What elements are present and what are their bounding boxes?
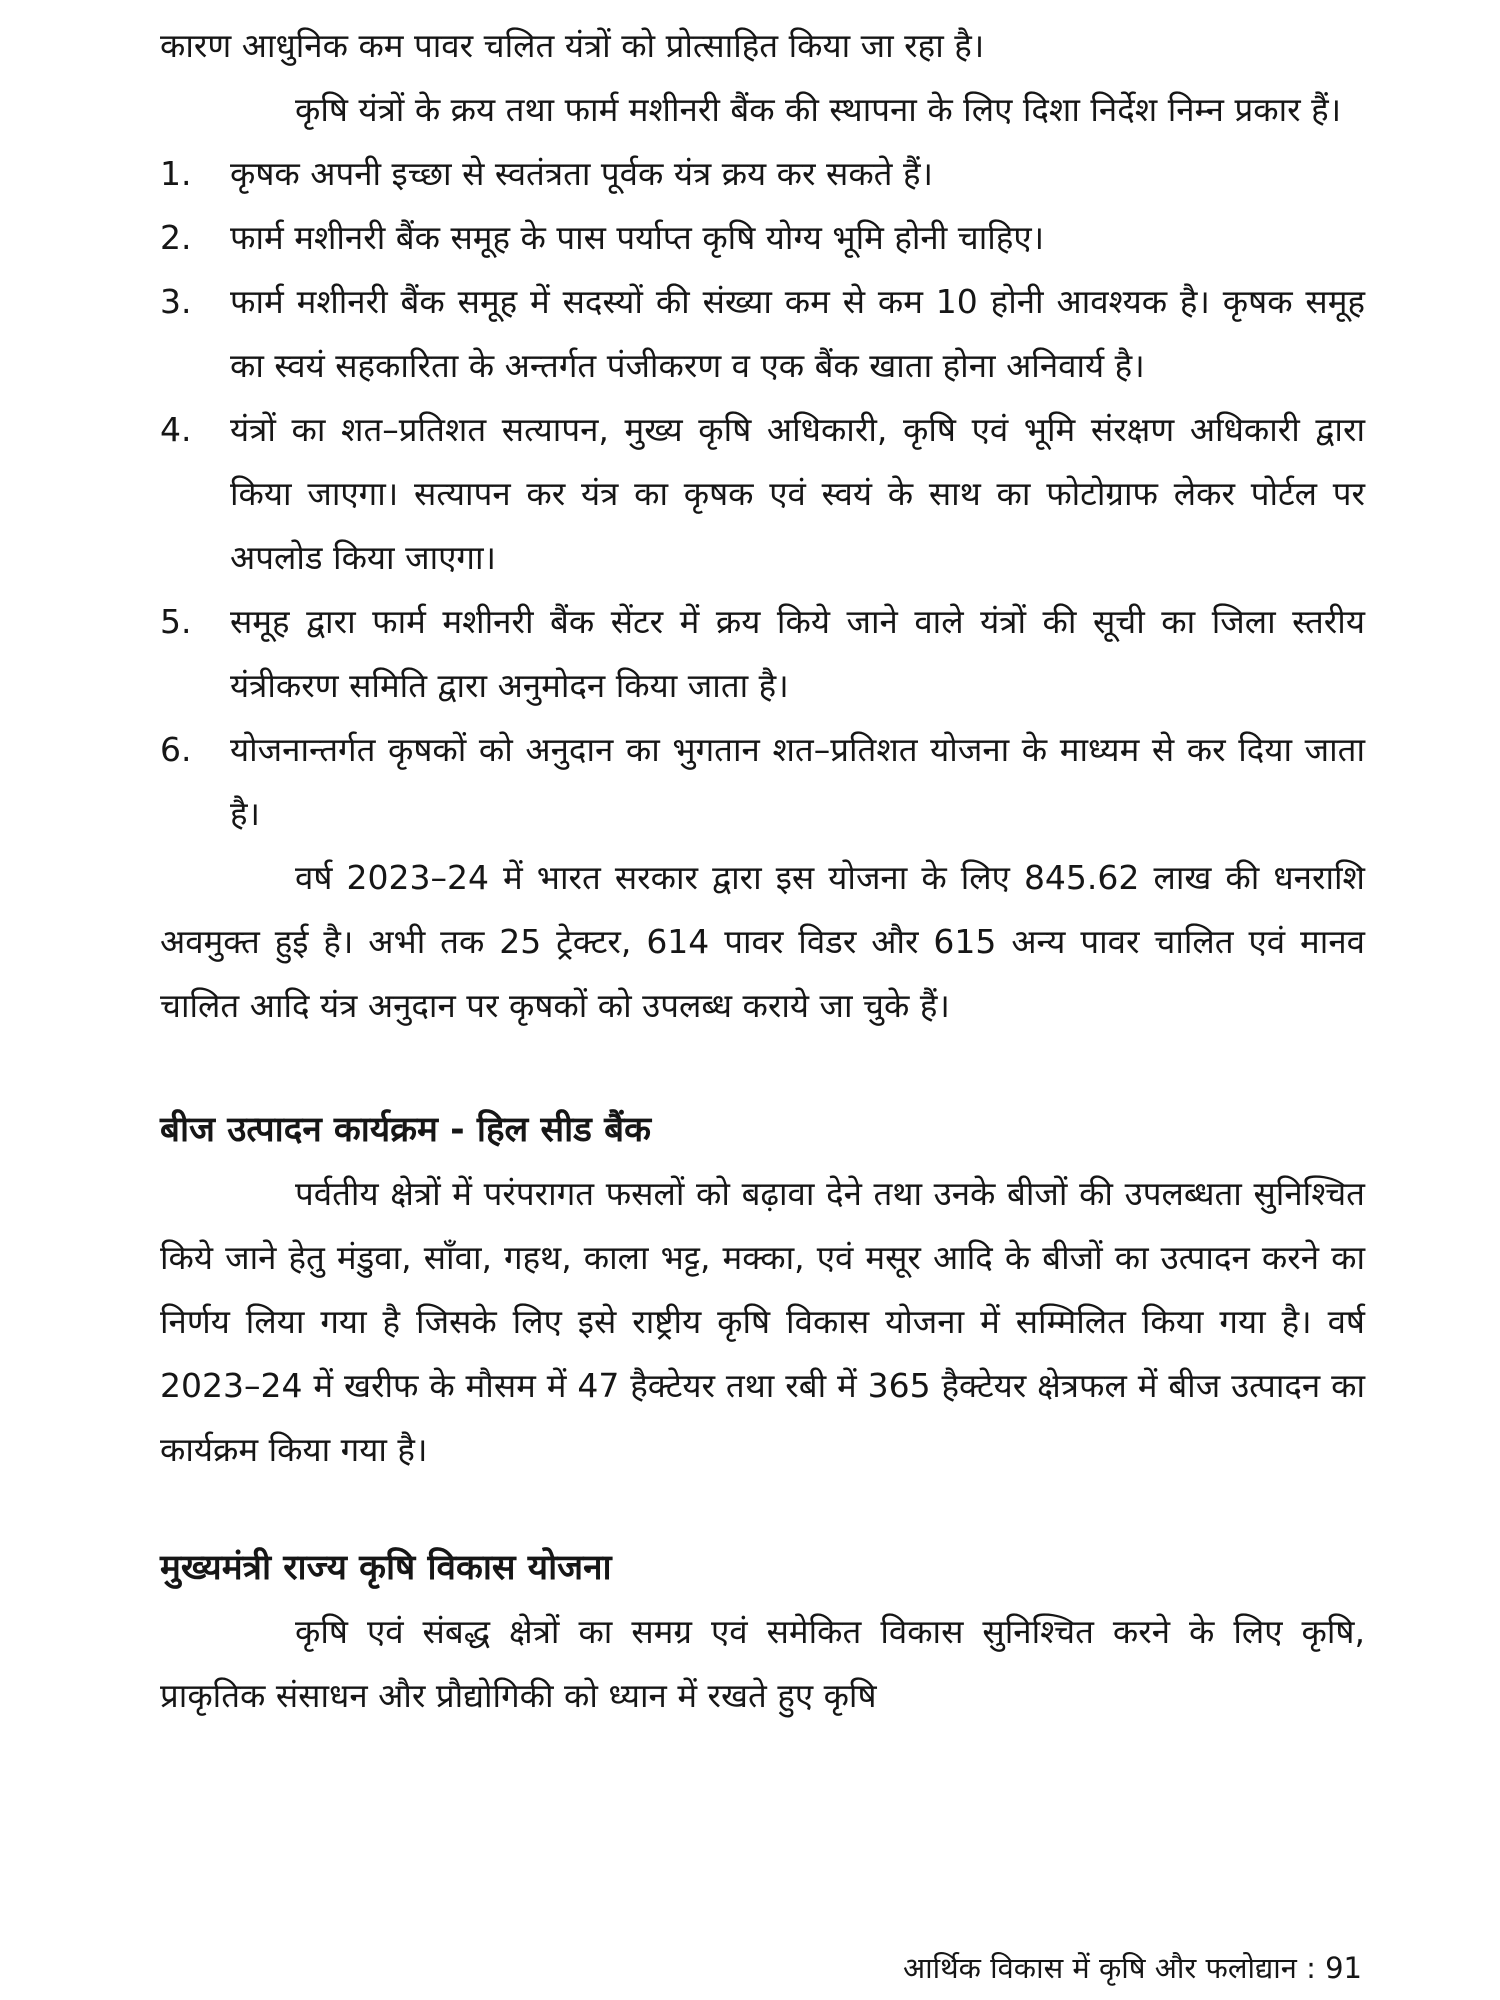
list-item [160, 718, 1365, 846]
list-item-text: फार्म मशीनरी बैंक समूह में सदस्यों की संख्या कम से कम 10 होनी आवश्यक है। कृषक समूह का स्वयं सहकारिता के अन्तर्गत पंजीकरण व एक बैंक खाता होना अनिवार्य है। [230, 282, 1365, 385]
paragraph-top: कारण आधुनिक कम पावर चलित यंत्रों को प्रोत्साहित किया जा रहा है। [160, 26, 985, 65]
list-item-text: योजनान्तर्गत कृषकों को अनुदान का भुगतान शत–प्रतिशत योजना के माध्यम से कर दिया जाता है। [230, 730, 1365, 833]
list-item-text: समूह द्वारा फार्म मशीनरी बैंक सेंटर में क्रय किये जाने वाले यंत्रों की सूची का जिला स्तरीय यंत्रीकरण समिति द्वारा अनुमोदन किया जाता है। [230, 602, 1365, 705]
list-item-text: कृषक अपनी इच्छा से स्वतंत्रता पूर्वक यंत्र क्रय कर सकते हैं। [230, 154, 933, 193]
paragraph-seed-bank: पर्वतीय क्षेत्रों में परंपरागत फसलों को बढ़ावा देने तथा उनके बीजों की उपलब्धता सुनिश्चित किये जाने हेतु मंडुवा, साँवा, गहथ, काला भट्ट, मक्का, एवं मसूर आदि के बीजों का उत्पादन करने का निर्णय लिया गया है जिसके लिए इसे राष्ट्रीय कृषि विकास योजना में सम्मिलित किया गया है। वर्ष 2023–24 में खरीफ के मौसम में 47 हैक्टेयर तथा रबी में 365 हैक्टेयर क्षेत्रफल में बीज उत्पादन का कार्यक्रम किया गया है। [160, 1174, 1365, 1469]
paragraph-funds: वर्ष 2023–24 में भारत सरकार द्वारा इस योजना के लिए 845.62 लाख की धनराशि अवमुक्त हुई है। अभी तक 25 ट्रेक्टर, 614 पावर विडर और 615 अन्य पावर चालित एवं मानव चालित आदि यंत्र अनुदान पर कृषकों को उपलब्ध कराये जा चुके हैं। [160, 858, 1365, 1025]
list-item-text: यंत्रों का शत–प्रतिशत सत्यापन, मुख्य कृषि अधिकारी, कृषि एवं भूमि संरक्षण अधिकारी द्वारा किया जाएगा। सत्यापन कर यंत्र का कृषक एवं स्वयं के साथ का फोटोग्राफ लेकर पोर्टल पर अपलोड किया जाएगा। [230, 410, 1365, 577]
paragraph-cm-scheme: कृषि एवं संबद्ध क्षेत्रों का समग्र एवं समेकित विकास सुनिश्चित करने के लिए कृषि, प्राकृतिक संसाधन और प्रौद्योगिकी को ध्यान में रखते हुए कृषि [160, 1612, 1365, 1715]
guidelines-list [160, 142, 1365, 846]
list-item-number: 6. [160, 730, 192, 769]
list-item-number: 3. [160, 282, 192, 321]
list-item-number: 5. [160, 602, 192, 641]
list-item [160, 270, 1365, 398]
page-footer: आर्थिक विकास में कृषि और फलोद्यान : 91 [903, 1951, 1362, 1985]
heading-cm-scheme: मुख्यमंत्री राज्य कृषि विकास योजना [160, 1548, 612, 1588]
list-item-number: 4. [160, 410, 192, 449]
list-item-number: 2. [160, 218, 192, 257]
list-item-number: 1. [160, 154, 192, 193]
list-item [160, 590, 1365, 718]
heading-seed-bank: बीज उत्पादन कार्यक्रम - हिल सीड बैंक [160, 1110, 651, 1150]
list-item [160, 142, 1365, 206]
list-item [160, 206, 1365, 270]
list-item-text: फार्म मशीनरी बैंक समूह के पास पर्याप्त कृषि योग्य भूमि होनी चाहिए। [230, 218, 1045, 257]
paragraph-guidelines: कृषि यंत्रों के क्रय तथा फार्म मशीनरी बैंक की स्थापना के लिए दिशा निर्देश निम्न प्रकार हैं। [295, 90, 1342, 129]
list-item [160, 398, 1365, 590]
page-content [160, 14, 1365, 1728]
